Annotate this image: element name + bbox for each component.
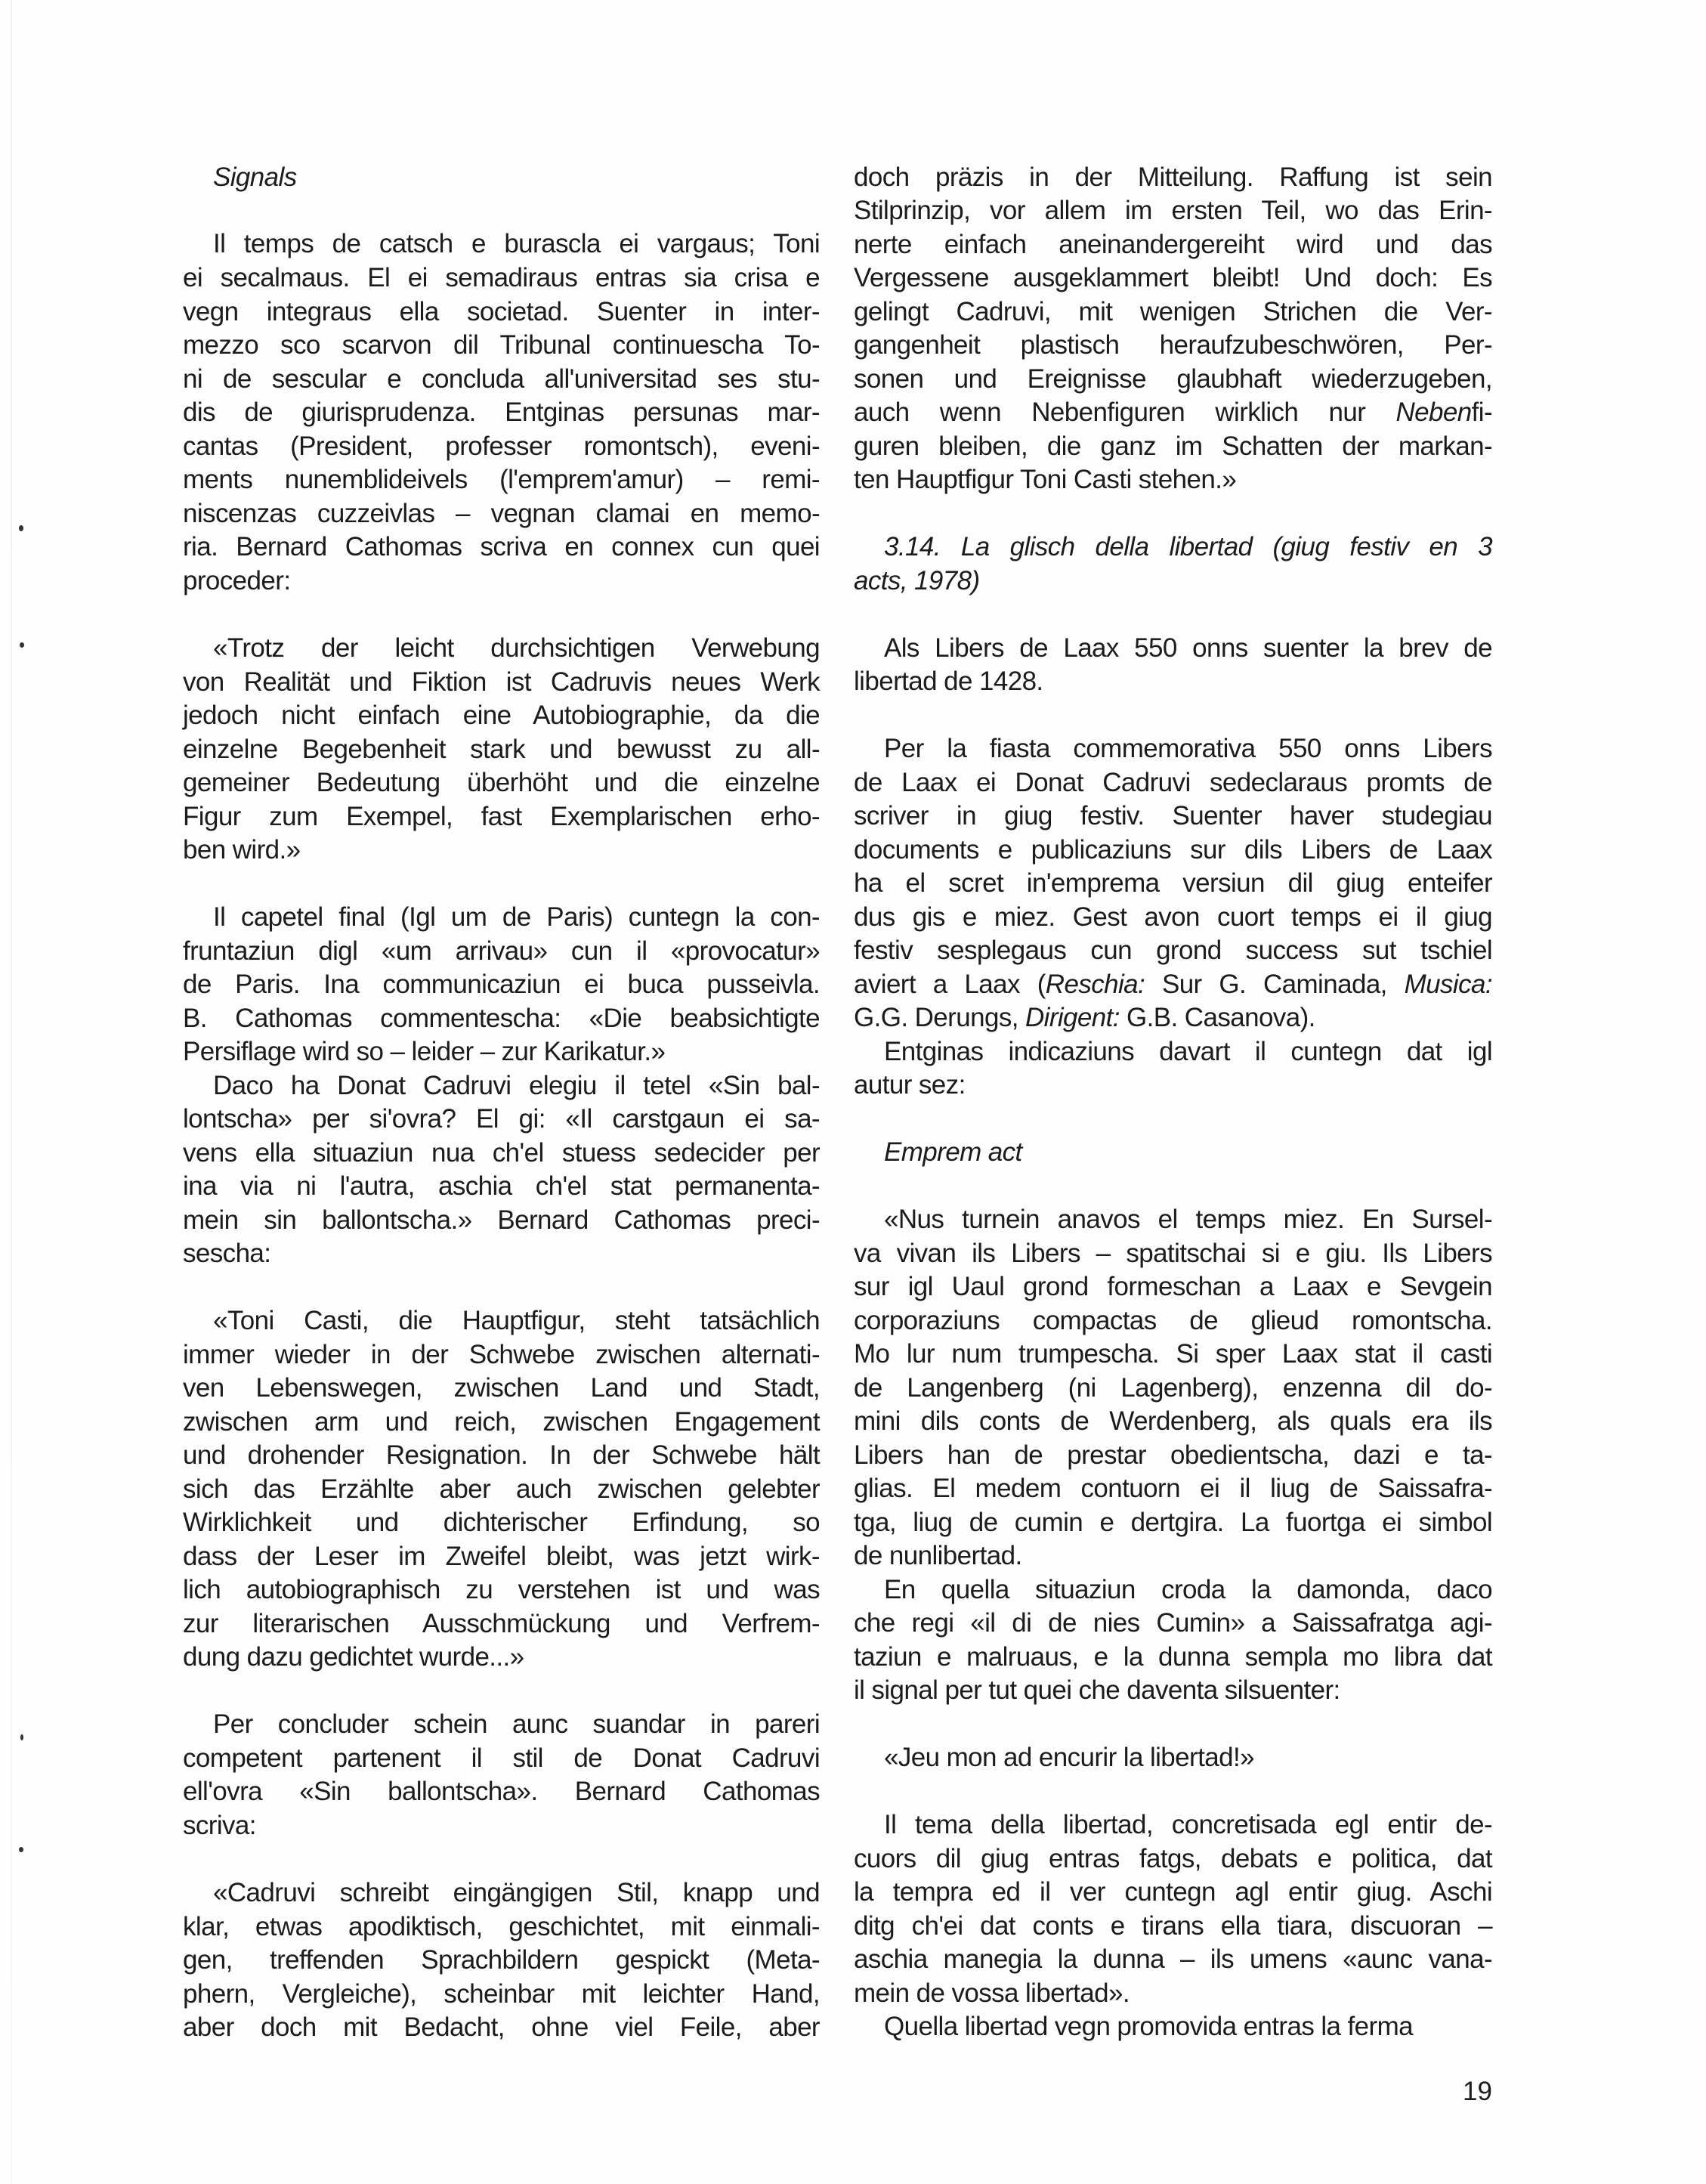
text-line: «Nus turnein anavos el temps miez. En Sursel-	[884, 1205, 1492, 1234]
text-line: la tempra ed il ver cuntegn agl entir giug. Aschi	[854, 1877, 1492, 1907]
text-line: Entginas indicaziuns davart il cuntegn dat igl	[884, 1037, 1492, 1066]
text-line: gangenheit plastisch heraufzubeschwören, Per-	[854, 330, 1492, 360]
text-line: Quella libertad vegn promovida entras la ferma	[884, 2012, 1414, 2041]
text-line: sescha:	[183, 1239, 271, 1268]
text-line: ments nunemblideivels (l'emprem'amur) – remi-	[183, 465, 820, 494]
text-line: ben wird.»	[183, 835, 301, 865]
scan-speck	[19, 525, 23, 531]
text-line: zwischen arm und reich, zwischen Engagement	[183, 1407, 820, 1437]
text-line: Vergessene ausgeklammert bleibt! Und doch: Es	[854, 263, 1492, 292]
text-line: lich autobiographisch zu verstehen ist und was	[183, 1575, 820, 1604]
text-line: niscenzas cuzzeivlas – vegnan clamai en memo-	[183, 499, 820, 528]
text-line: de Langenberg (ni Lagenberg), enzenna dil do-	[854, 1373, 1492, 1403]
text-line: «Trotz der leicht durchsichtigen Verwebung	[213, 633, 820, 663]
text-line: lontscha» per si'ovra? El gi: «Il carstgaun ei sa-	[183, 1104, 820, 1134]
text-line: ei secalmaus. El ei semadiraus entras sia crisa e	[183, 263, 820, 292]
text-line: sur igl Uaul grond formeschan a Laax e Sevgein	[854, 1272, 1492, 1301]
text-line: Emprem act	[884, 1137, 1022, 1167]
text-line: scriva:	[183, 1811, 256, 1840]
scan-speck	[20, 642, 24, 648]
text-line: ten Hauptfigur Toni Casti stehen.»	[854, 465, 1237, 494]
text-line: nerte einfach aneinandergereiht wird und das	[854, 230, 1492, 259]
text-line: proceder:	[183, 566, 291, 595]
text-line: dus gis e miez. Gest avon cuort temps ei il giug	[854, 902, 1492, 932]
text-line: klar, etwas apodiktisch, geschichtet, mit einmali-	[183, 1912, 820, 1941]
text-line: gelingt Cadruvi, mit wenigen Strichen die Ver-	[854, 297, 1492, 326]
text-line: und drohender Resignation. In der Schwebe hält	[183, 1440, 820, 1470]
text-line: mein de vossa libertad».	[854, 1978, 1130, 2008]
text-line: de Paris. Ina communicaziun ei buca pusseivla.	[183, 970, 820, 999]
text-line: gen, treffenden Sprachbildern gespickt (Meta-	[183, 1945, 820, 1975]
text-line: dis de giurisprudenza. Entginas persunas mar-	[183, 398, 820, 427]
text-line: sich das Erzählte aber auch zwischen gelebter	[183, 1474, 820, 1504]
page-edge-shadow	[11, 0, 12, 2184]
text-line: tga, liug de cumin e dertgira. La fuortga ei simbol	[854, 1508, 1492, 1537]
text-line: 3.14. La glisch della libertad (giug festiv en 3	[884, 532, 1492, 561]
text-line: zur literarischen Ausschmückung und Verfrem-	[183, 1609, 820, 1638]
text-line: cantas (President, professer romontsch), eveni-	[183, 432, 820, 461]
text-line: auch wenn Nebenfiguren wirklich nur Nebenfi-	[854, 398, 1492, 427]
text-line: Per concluder schein aunc suandar in pareri	[213, 1709, 820, 1739]
text-line: ha el scret in'emprema versiun dil giug enteifer	[854, 868, 1492, 898]
text-line: Als Libers de Laax 550 onns suenter la brev de	[884, 633, 1492, 663]
text-line: fruntaziun digl «um arrivau» cun il «provocatur»	[183, 936, 820, 966]
text-line: dung dazu gedichtet wurde...»	[183, 1642, 524, 1672]
scan-speck	[20, 1734, 23, 1740]
text-line: ven Lebenswegen, zwischen Land und Stadt,	[183, 1373, 820, 1403]
text-line: acts, 1978)	[854, 566, 980, 595]
text-line: Figur zum Exempel, fast Exemplarischen erho-	[183, 802, 820, 831]
text-line: aschia manegia la dunna – ils umens «aunc vana-	[854, 1944, 1492, 1974]
text-line: ni de sescular e concluda all'universitad ses stu-	[183, 364, 820, 394]
text-line: documents e publicaziuns sur dils Libers de Laax	[854, 835, 1492, 865]
text-line: En quella situaziun croda la damonda, daco	[884, 1575, 1492, 1604]
text-line: scriver in giug festiv. Suenter haver studegiau	[854, 801, 1492, 831]
text-line: G.G. Derungs, Dirigent: G.B. Casanova).	[854, 1003, 1315, 1032]
text-line: va vivan ils Libers – spatitschai si e giu. Ils Libers	[854, 1239, 1492, 1268]
text-line: ditg ch'ei dat conts e tirans ella tiara, discuoran –	[854, 1911, 1492, 1941]
text-line: Libers han de prestar obedientscha, dazi e ta-	[854, 1440, 1492, 1470]
text-line: aber doch mit Bedacht, ohne viel Feile, aber	[183, 2012, 820, 2042]
text-line: glias. El medem contuorn ei il liug de Saissafra-	[854, 1474, 1492, 1503]
text-line: «Cadruvi schreibt eingängigen Stil, knapp und	[213, 1878, 820, 1907]
text-line: von Realität und Fiktion ist Cadruvis neues Werk	[183, 667, 820, 697]
text-line: taziun e malruaus, e la dunna sempla mo libra dat	[854, 1642, 1492, 1672]
text-line: jedoch nicht einfach eine Autobiographie, da die	[183, 701, 820, 730]
text-line: Per la fiasta commemorativa 550 onns Libers	[884, 734, 1492, 763]
text-line: festiv sesplegaus cun grond success sut tschiel	[854, 936, 1492, 965]
text-line: de nunlibertad.	[854, 1541, 1022, 1570]
text-line: dass der Leser im Zweifel bleibt, was jetzt wirk-	[183, 1542, 820, 1571]
text-line: de Laax ei Donat Cadruvi sedeclaraus promts de	[854, 768, 1492, 797]
text-line: libertad de 1428.	[854, 667, 1043, 696]
text-line: mezzo sco scarvon dil Tribunal continuescha To-	[183, 330, 820, 360]
text-line: cuors dil giug entras fatgs, debats e politica, dat	[854, 1844, 1492, 1873]
text-line: Persiflage wird so – leider – zur Karikatur.»	[183, 1037, 666, 1066]
text-line: vens ella situaziun nua ch'el stuess sedecider per	[183, 1138, 820, 1168]
text-line: che regi «il di de nies Cumin» a Saissafratga agi-	[854, 1608, 1492, 1638]
text-line: Signals	[213, 162, 297, 192]
text-line: immer wieder in der Schwebe zwischen alternati-	[183, 1340, 820, 1369]
text-line: einzelne Begebenheit stark und bewusst zu all-	[183, 735, 820, 764]
text-line: il signal per tut quei che daventa silsuenter:	[854, 1675, 1340, 1705]
text-line: aviert a Laax (Reschia: Sur G. Caminada, Musica:	[854, 970, 1492, 999]
text-line: corporaziuns compactas de glieud romontscha.	[854, 1306, 1492, 1335]
text-line: mein sin ballontscha.» Bernard Cathomas preci-	[183, 1205, 820, 1235]
text-line: Wirklichkeit und dichterischer Erfindung, so	[183, 1508, 820, 1537]
text-line: gemeiner Bedeutung überhöht und die einzelne	[183, 768, 820, 797]
text-line: Il capetel final (Igl um de Paris) cuntegn la con-	[213, 902, 820, 932]
text-line: Il tema della libertad, concretisada egl entir de-	[884, 1810, 1492, 1839]
text-line: autur sez:	[854, 1070, 966, 1100]
text-line: ria. Bernard Cathomas scriva en connex cun quei	[183, 532, 820, 561]
text-line: doch präzis in der Mitteilung. Raffung ist sein	[854, 162, 1492, 192]
text-line: Mo lur num trumpescha. Si sper Laax stat il casti	[854, 1339, 1492, 1369]
text-line: «Toni Casti, die Hauptfigur, steht tatsächlich	[213, 1306, 820, 1335]
scan-speck	[19, 1847, 23, 1852]
text-line: «Jeu mon ad encurir la libertad!»	[884, 1743, 1254, 1772]
text-line: competent partenent il stil de Donat Cadruvi	[183, 1743, 820, 1773]
text-line: Daco ha Donat Cadruvi elegiu il tetel «Sin bal-	[213, 1071, 820, 1100]
text-line: guren bleiben, die ganz im Schatten der markan-	[854, 432, 1492, 461]
text-line: sonen und Ereignisse glaubhaft wiederzugeben,	[854, 364, 1492, 394]
text-line: ina via ni l'autra, aschia ch'el stat permanenta-	[183, 1171, 820, 1201]
text-line: ell'ovra «Sin ballontscha». Bernard Cathomas	[183, 1777, 820, 1806]
page-number: 19	[1463, 2077, 1492, 2106]
text-line: vegn integraus ella societad. Suenter in inter-	[183, 297, 820, 326]
text-line: Il temps de catsch e burascla ei vargaus; Toni	[213, 229, 820, 258]
text-line: B. Cathomas commentescha: «Die beabsichtigte	[183, 1004, 820, 1033]
text-line: mini dils conts de Werdenberg, als quals era ils	[854, 1406, 1492, 1436]
text-line: Stilprinzip, vor allem im ersten Teil, wo das Erin-	[854, 196, 1492, 225]
text-line: phern, Vergleiche), scheinbar mit leichter Hand,	[183, 1979, 820, 2009]
